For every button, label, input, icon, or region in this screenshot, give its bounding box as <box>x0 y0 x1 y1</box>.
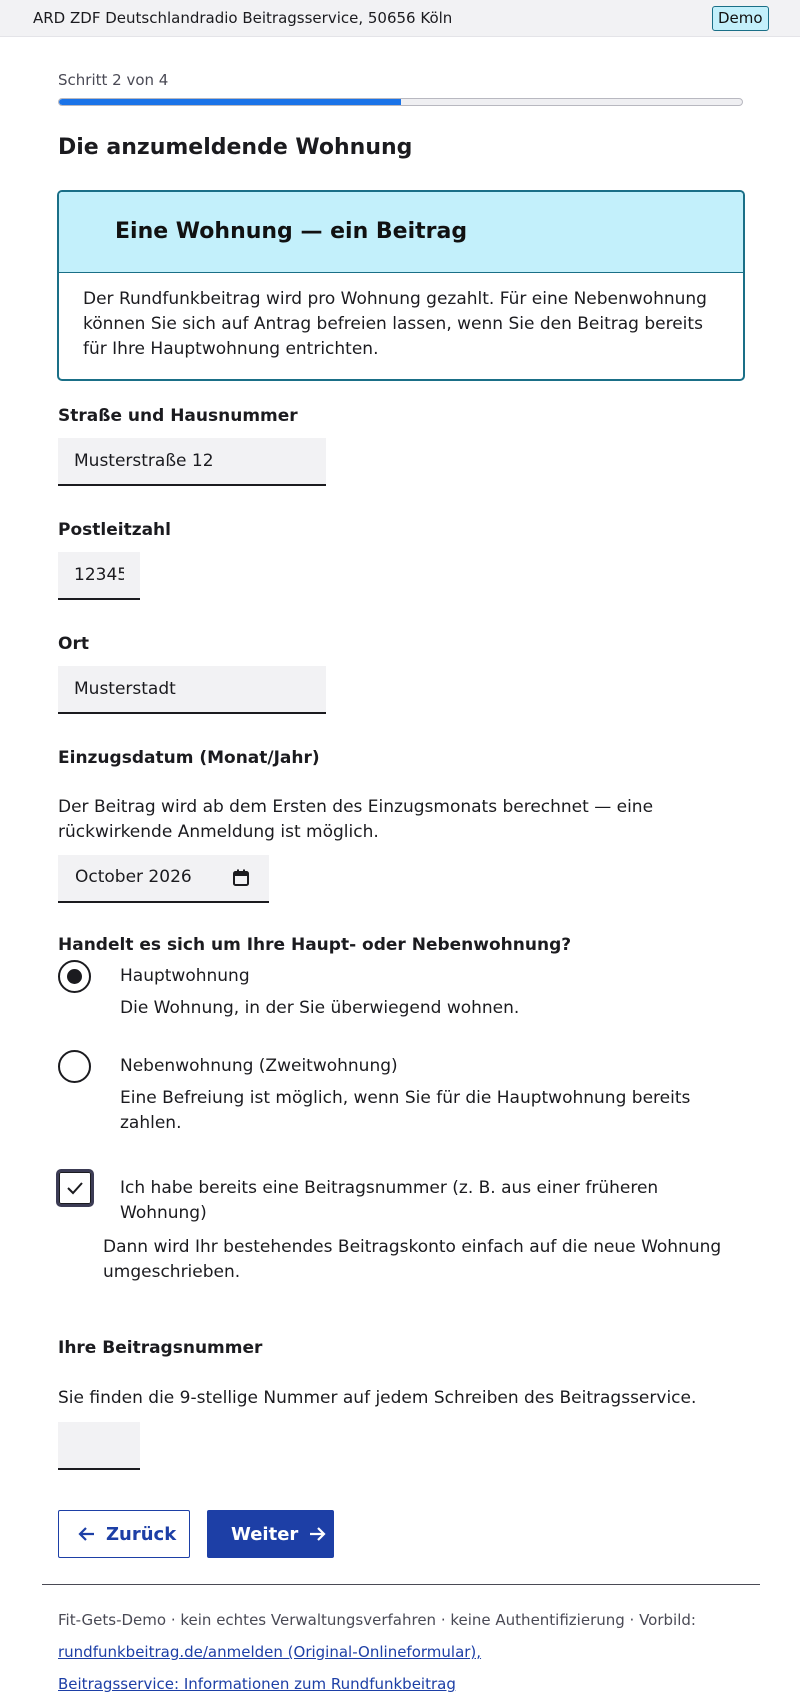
street-label: Straße und Hausnummer <box>58 406 298 426</box>
top-bar <box>0 0 800 37</box>
info-box-text: Der Rundfunkbeitrag wird pro Wohnung gezahlt. Für eine Nebenwohnung können Sie sich auf Antrag befreien lassen, wenn Sie den Beitrag bereits für Ihre Hauptwohnung entrichten. <box>83 289 707 359</box>
city-input[interactable] <box>58 666 326 714</box>
page-title: Die anzumeldende Wohnung <box>58 135 413 160</box>
back-button-label: Zurück <box>106 1523 177 1545</box>
footer-link-original-form[interactable]: rundfunkbeitrag.de/anmelden (Original-Onlineformular), <box>58 1643 482 1661</box>
movein-hint: Der Beitrag wird ab dem Ersten des Einzugsmonats berechnet — eine rückwirkende Anmeldung ist möglich. <box>58 797 654 842</box>
radio-nebenwohnung[interactable] <box>58 1050 91 1083</box>
existing-number-checkbox[interactable] <box>56 1169 94 1207</box>
next-button[interactable] <box>207 1510 334 1558</box>
arrow-right-icon <box>307 1524 327 1544</box>
calendar-icon[interactable] <box>233 869 249 886</box>
info-box-title: Eine Wohnung — ein Beitrag <box>115 219 468 244</box>
info-box <box>57 190 745 381</box>
existing-number-checkbox-hint: Dann wird Ihr bestehendes Beitragskonto einfach auf die neue Wohnung umgeschrieben. <box>103 1237 722 1282</box>
check-icon <box>66 1180 84 1196</box>
info-box-header <box>59 192 743 273</box>
radio-hauptwohnung[interactable] <box>58 960 91 993</box>
arrow-left-icon <box>77 1524 97 1544</box>
contribution-number-input[interactable] <box>58 1422 140 1470</box>
footer-text: Fit-Gets-Demo · kein echtes Verwaltungsverfahren · keine Authentifizierung · Vorbild: <box>58 1611 696 1629</box>
organization-name: ARD ZDF Deutschlandradio Beitragsservice, 50656 Köln <box>33 9 453 27</box>
demo-badge: Demo <box>712 6 769 31</box>
movein-month-input[interactable] <box>58 855 269 903</box>
radio-nebenwohnung-description: Eine Befreiung ist möglich, wenn Sie für die Hauptwohnung bereits zahlen. <box>120 1088 691 1133</box>
residence-type-question: Handelt es sich um Ihre Haupt- oder Nebenwohnung? <box>58 935 572 955</box>
step-indicator: Schritt 2 von 4 <box>58 71 169 89</box>
city-label: Ort <box>58 634 89 654</box>
footer-divider <box>42 1584 760 1585</box>
street-input[interactable] <box>58 438 326 486</box>
zip-input[interactable] <box>58 552 140 600</box>
radio-hauptwohnung-description: Die Wohnung, in der Sie überwiegend wohnen. <box>120 998 520 1018</box>
radio-hauptwohnung-label[interactable]: Hauptwohnung <box>120 966 250 986</box>
progress-fill <box>59 99 401 105</box>
radio-selected-dot <box>67 969 82 984</box>
movein-label: Einzugsdatum (Monat/Jahr) <box>58 748 320 768</box>
progress-bar <box>58 98 743 106</box>
radio-nebenwohnung-label[interactable]: Nebenwohnung (Zweitwohnung) <box>120 1056 398 1076</box>
movein-value: October 2026 <box>75 867 192 887</box>
zip-label: Postleitzahl <box>58 520 171 540</box>
back-button[interactable] <box>58 1510 190 1558</box>
next-button-label: Weiter <box>231 1523 299 1545</box>
contribution-number-hint: Sie finden die 9-stellige Nummer auf jedem Schreiben des Beitragsservice. <box>58 1388 697 1408</box>
contribution-number-label: Ihre Beitragsnummer <box>58 1338 263 1358</box>
existing-number-checkbox-label[interactable]: Ich habe bereits eine Beitragsnummer (z. B. aus einer früheren Wohnung) <box>120 1178 659 1223</box>
footer-link-info[interactable]: Beitragsservice: Informationen zum Rundfunkbeitrag <box>58 1675 456 1693</box>
